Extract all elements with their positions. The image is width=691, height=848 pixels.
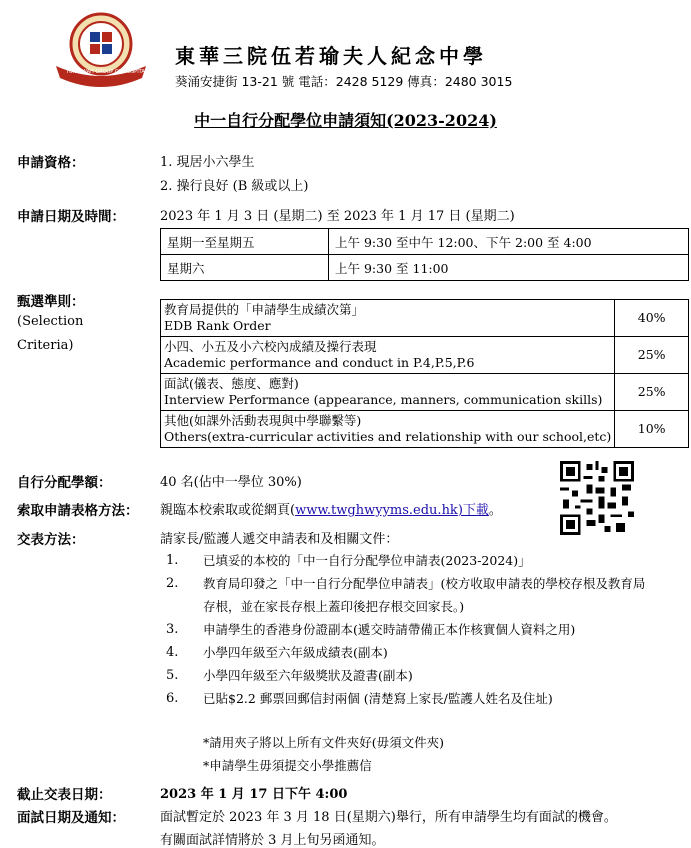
table-row (161, 374, 689, 411)
list-item-continued: 存根，並在家長存根上蓋印後把存根交回家長。) (203, 599, 465, 614)
interview-line: 面試暫定於 2023 年 3 月 18 日(星期六)舉行，所有申請學生均有面試的機會。 (160, 810, 617, 825)
list-item-number: 6. (166, 691, 179, 706)
criteria-weight: 25% (615, 374, 689, 411)
criteria-en: Academic performance and conduct in P.4,P.5,P.6 (164, 355, 475, 370)
list-item: 小學四年級至六年級獎狀及證書(副本) (203, 668, 413, 683)
interview-label: 面試日期及通知： (17, 810, 125, 826)
list-item: 小學四年級至六年級成績表(副本) (203, 645, 388, 660)
list-item: 已填妥的本校的「中一自行分配學位申請表(2023-2024)」 (203, 553, 531, 568)
table-cell-time: 上午 9:30 至 11:00 (329, 255, 689, 281)
list-item-number: 4. (166, 645, 179, 660)
interview-line: 有關面試詳情將於 3 月上旬另函通知。 (160, 833, 385, 848)
deadline-value: 2023 年 1 月 17 日下午 4:00 (160, 787, 348, 802)
school-website-link[interactable]: www.twghwyyms.edu.hk (295, 503, 458, 518)
criteria-label: 甄選準則： (17, 294, 85, 310)
criteria-cell (161, 337, 615, 374)
criteria-label-en: Criteria) (17, 338, 74, 353)
note: *申請學生毋須提交小學推薦信 (203, 758, 372, 773)
criteria-weight: 40% (615, 300, 689, 337)
page-title-text: 中一自行分配學位申請須知(2023-2024) (194, 111, 497, 130)
eligibility-item: 2. 操行良好 (B 級或以上) (160, 179, 309, 194)
table-row (161, 337, 689, 374)
form-obtain-prefix: 親臨本校索取或從網頁( (160, 503, 296, 518)
download-link[interactable]: )下載 (457, 503, 489, 518)
application-dates: 2023 年 1 月 3 日 (星期二) 至 2023 年 1 月 17 日 (星期二) (160, 209, 515, 224)
table-cell-days: 星期六 (161, 255, 329, 281)
deadline-label: 截止交表日期： (17, 787, 112, 803)
criteria-weight: 25% (615, 337, 689, 374)
criteria-en: Interview Performance (appearance, manners, communication skills) (164, 392, 603, 407)
criteria-weight: 10% (615, 411, 689, 448)
table-row (161, 411, 689, 448)
criteria-zh: 小四、小五及小六校內成績及操行表現 (164, 339, 377, 354)
criteria-table (160, 299, 689, 448)
list-item-number: 5. (166, 668, 179, 683)
criteria-cell (161, 374, 615, 411)
criteria-en: Others(extra-curricular activities and relationship with our school,etc) (164, 429, 612, 444)
list-item-number: 2. (166, 576, 179, 591)
table-cell-time: 上午 9:30 至中午 12:00、下午 2:00 至 4:00 (329, 229, 689, 255)
form-obtain-label: 索取申請表格方法： (17, 503, 139, 519)
school-address: 葵涌安捷街 13-21 號 電話：2428 5129 傳真：2480 3015 (175, 74, 513, 89)
page-title (0, 108, 691, 131)
table-row (161, 255, 689, 281)
form-obtain-end: 。 (488, 503, 502, 518)
school-crest-icon (52, 10, 150, 88)
list-item-number: 1. (166, 553, 179, 568)
criteria-zh: 其他(如課外活動表現與中學聯繫等) (164, 413, 362, 428)
table-cell-days: 星期一至星期五 (161, 229, 329, 255)
criteria-cell (161, 300, 615, 337)
table-row (161, 300, 689, 337)
eligibility-label: 申請資格： (17, 155, 85, 171)
criteria-en: EDB Rank Order (164, 318, 271, 333)
quota-value: 40 名(佔中一學位 30%) (160, 475, 302, 490)
criteria-cell (161, 411, 615, 448)
form-obtain-text (160, 499, 502, 518)
criteria-label-en: (Selection (17, 314, 84, 329)
quota-label: 自行分配學額： (17, 475, 112, 491)
submission-label: 交表方法： (17, 532, 85, 548)
application-period-label: 申請日期及時間： (17, 209, 125, 225)
qr-code-icon[interactable] (560, 461, 634, 535)
submission-intro: 請家長/監護人遞交申請表和及相關文件： (160, 532, 399, 547)
list-item: 教育局印發之「中一自行分配學位申請表」(校方收取申請表的學校存根及教育局 (203, 576, 646, 591)
criteria-zh: 面試(儀表、態度、應對) (164, 376, 299, 391)
logo-text: TUNG WAH GROUP OF HOSPITALS (66, 69, 151, 75)
list-item: 申請學生的香港身份證副本(遞交時請帶備正本作核實個人資料之用) (203, 622, 576, 637)
school-name: 東華三院伍若瑜夫人紀念中學 (175, 44, 487, 68)
note: *請用夾子將以上所有文件夾好(毋須文件夾) (203, 735, 445, 750)
list-item: 已貼$2.2 郵票回郵信封兩個 (清楚寫上家長/監護人姓名及住址) (203, 691, 553, 706)
list-item-number: 3. (166, 622, 179, 637)
hours-table (160, 228, 689, 281)
criteria-zh: 教育局提供的「申請學生成績次第」 (164, 302, 365, 317)
eligibility-item: 1. 現居小六學生 (160, 155, 255, 170)
table-row (161, 229, 689, 255)
